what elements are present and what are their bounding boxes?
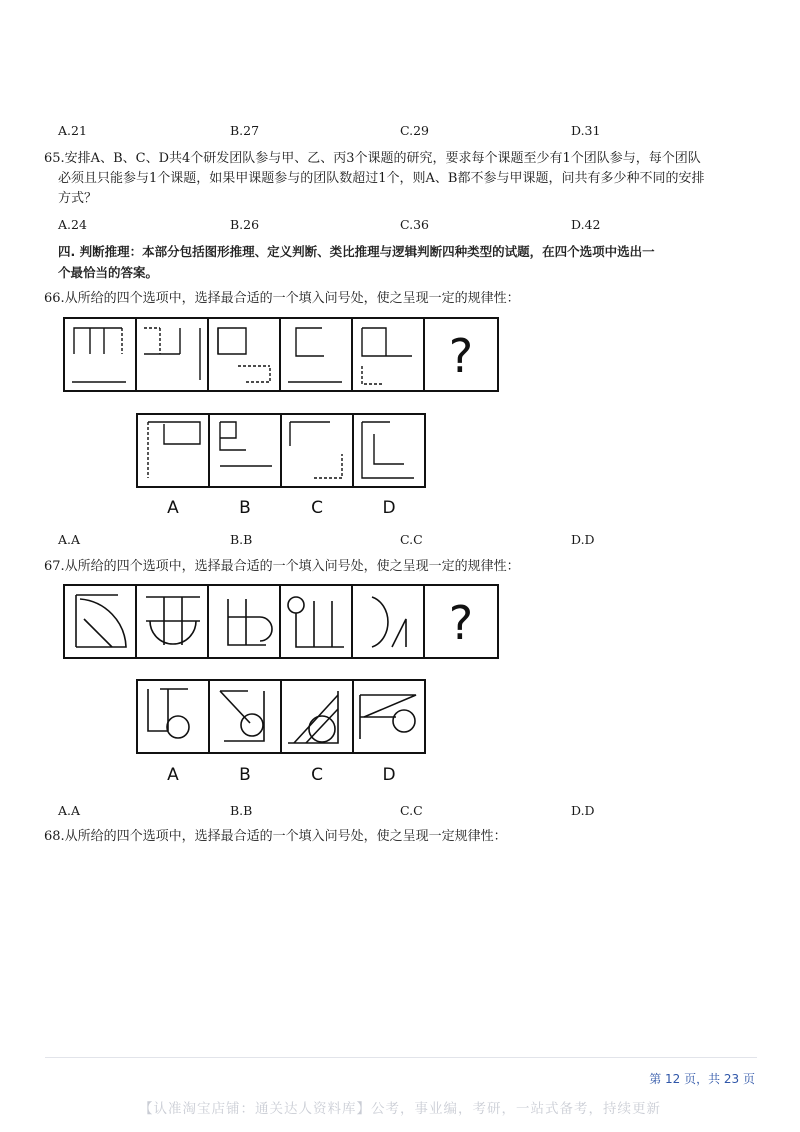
q67-question-mark: ?	[448, 596, 474, 650]
q65-option-c: C.36	[400, 217, 429, 232]
q66-option-box-d	[353, 414, 425, 487]
q67-answer-options	[58, 803, 758, 823]
q67-label-b: B	[239, 765, 251, 785]
q65-line-3: 方式？	[58, 191, 98, 206]
q67-label-a: A	[167, 765, 179, 785]
q66-label-d: D	[382, 498, 396, 518]
q64-option-d: D.31	[571, 123, 601, 138]
q66-option-c: C.C	[400, 532, 423, 547]
footer-divider	[45, 1057, 757, 1058]
q68-stem: 68.从所给的四个选项中，选择最合适的一个填入问号处，使之呈现一定规律性：	[44, 829, 507, 844]
q64-option-c: C.29	[400, 123, 429, 138]
section-heading	[58, 241, 758, 283]
q66-option-box-c	[281, 414, 353, 487]
q65-options	[58, 217, 758, 237]
q67-figure	[60, 581, 510, 791]
q67-option-b: B.B	[230, 803, 253, 818]
q66-label-b: B	[239, 498, 251, 518]
q65-stem	[44, 149, 759, 209]
q66-answer-options	[58, 532, 758, 552]
q66-option-d: D.D	[571, 532, 595, 547]
q67-label-d: D	[382, 765, 396, 785]
q66-question-mark: ?	[448, 329, 474, 383]
q67-option-a: A.A	[58, 803, 81, 818]
section-heading-line-2: 个最恰当的答案。	[58, 265, 159, 280]
q66-seq-box-1	[64, 318, 136, 391]
q66-option-b: B.B	[230, 532, 253, 547]
q67-stem: 67.从所给的四个选项中，选择最合适的一个填入问号处，使之呈现一定的规律性：	[44, 559, 520, 574]
q66-seq-box-5	[352, 318, 424, 391]
q66-option-a: A.A	[58, 532, 81, 547]
q66-label-c: C	[311, 498, 323, 518]
q65-option-a: A.24	[58, 217, 87, 232]
q65-line-2: 必须且只能参与1个课题，如果甲课题参与的团队数超过1个，则A、B都不参与甲课题，问共有多少种不同的安排	[58, 171, 705, 186]
q65-option-b: B.26	[230, 217, 260, 232]
q65-option-d: D.42	[571, 217, 601, 232]
q66-figure	[60, 314, 510, 524]
q65-line-1: 65.安排A、B、C、D共4个研发团队参与甲、乙、丙3个课题的研究，要求每个课题至少有1个团队参与，每个团队	[44, 151, 701, 166]
q67-label-c: C	[311, 765, 323, 785]
q66-stem: 66.从所给的四个选项中，选择最合适的一个填入问号处，使之呈现一定的规律性：	[44, 291, 520, 306]
q66-label-a: A	[167, 498, 179, 518]
q64-options	[58, 123, 758, 143]
q64-option-b: B.27	[230, 123, 260, 138]
watermark-text: 【认准淘宝店铺：通关达人资料库】公考，事业编，考研，一站式备考，持续更新	[139, 1101, 661, 1117]
q66-seq-box-4	[280, 318, 352, 391]
q64-option-a: A.21	[58, 123, 87, 138]
q67-option-c: C.C	[400, 803, 423, 818]
q67-option-d: D.D	[571, 803, 595, 818]
page-number: 第 12 页，共 23 页	[649, 1072, 755, 1086]
section-heading-line-1: 四. 判断推理：本部分包括图形推理、定义判断、类比推理与逻辑判断四种类型的试题，在四个选项中选出一	[58, 244, 655, 259]
